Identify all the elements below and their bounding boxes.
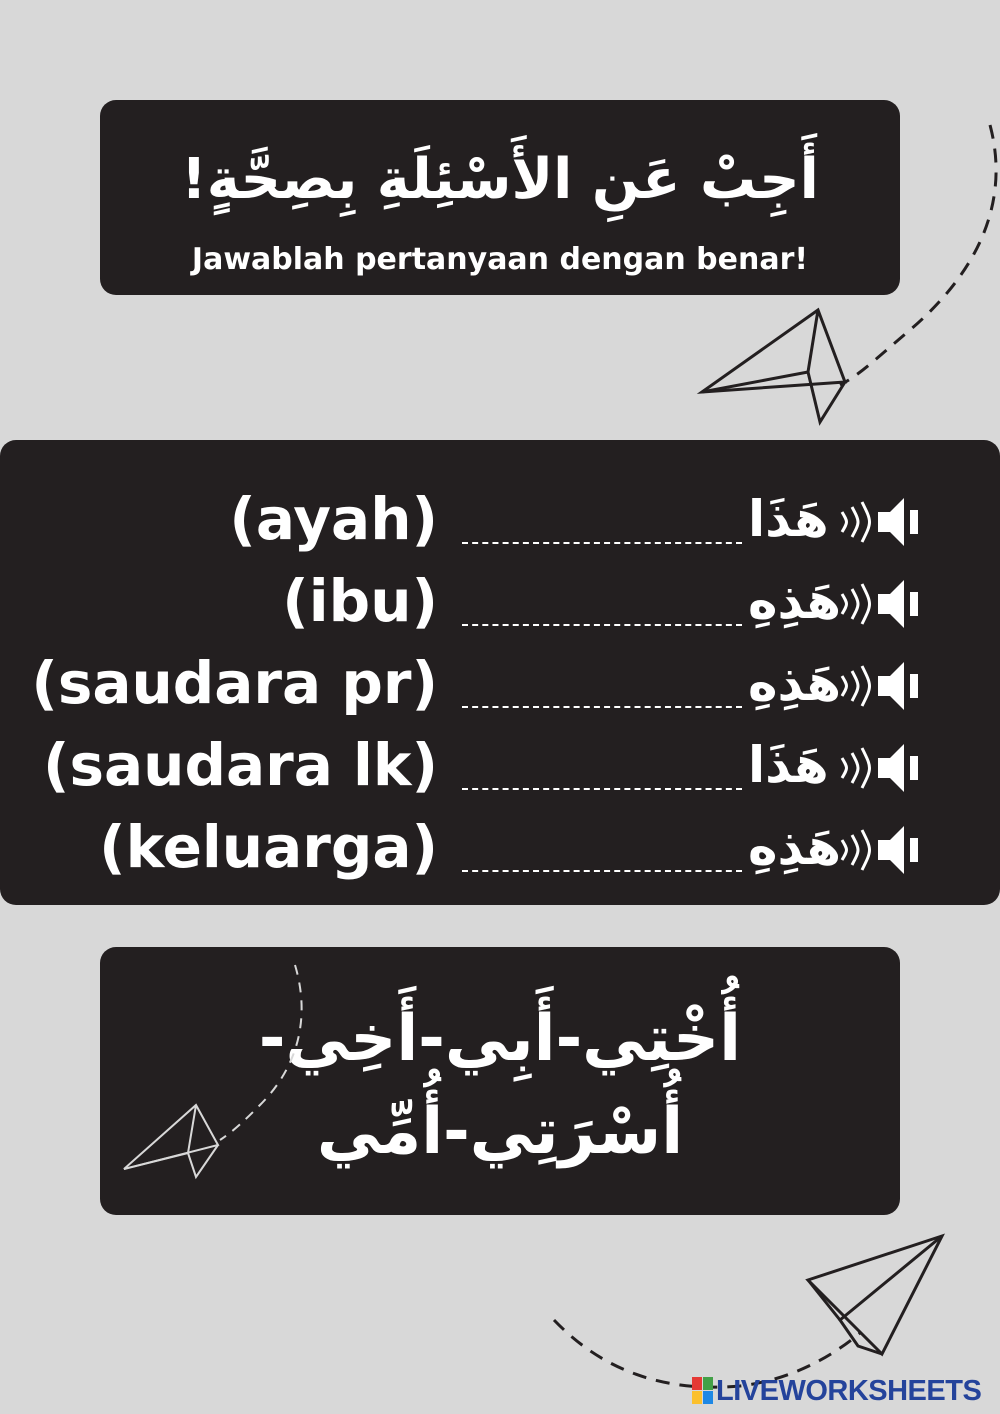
instruction-title-arabic: أَجِبْ عَنِ الأَسْئِلَةِ بِصِحَّةٍ! — [181, 147, 819, 212]
answer-input[interactable] — [462, 742, 742, 790]
logo-mark-icon — [692, 1377, 714, 1405]
question-hint: (saudara lk) — [42, 731, 438, 799]
demonstrative-word: هَذَا — [748, 490, 829, 548]
question-row — [0, 562, 1000, 644]
question-hint: (keluarga) — [99, 813, 438, 881]
word-bank-line: أُخْتِي-أَبِي-أَخِي- — [258, 1002, 742, 1076]
word-bank — [100, 947, 900, 1215]
word-bank-line: أُسْرَتِي-أُمِّي — [316, 1095, 684, 1169]
speaker-icon[interactable] — [838, 740, 928, 796]
title-banner — [100, 100, 900, 295]
logo-text: LIVEWORKSHEETS — [716, 1374, 982, 1407]
demonstrative-word: هَذِهِ — [748, 654, 842, 712]
answer-input[interactable] — [462, 660, 742, 708]
demonstrative-word: هَذِهِ — [748, 818, 842, 876]
speaker-icon[interactable] — [838, 658, 928, 714]
question-row — [0, 644, 1000, 726]
speaker-icon[interactable] — [838, 822, 928, 878]
liveworksheets-logo — [692, 1375, 981, 1407]
question-list — [0, 440, 1000, 905]
demonstrative-word: هَذَا — [748, 736, 829, 794]
question-row — [0, 808, 1000, 890]
question-row — [0, 726, 1000, 808]
answer-input[interactable] — [462, 578, 742, 626]
question-row — [0, 480, 1000, 562]
question-hint: (ibu) — [282, 567, 438, 635]
demonstrative-word: هَذِهِ — [748, 572, 842, 630]
answer-input[interactable] — [462, 824, 742, 872]
answer-input[interactable] — [462, 496, 742, 544]
instruction-title-indonesian: Jawablah pertanyaan dengan benar! — [191, 242, 809, 277]
speaker-icon[interactable] — [838, 494, 928, 550]
question-hint: (saudara pr) — [31, 649, 438, 717]
question-hint: (ayah) — [229, 485, 438, 553]
speaker-icon[interactable] — [838, 576, 928, 632]
paper-plane-icon — [120, 955, 320, 1185]
